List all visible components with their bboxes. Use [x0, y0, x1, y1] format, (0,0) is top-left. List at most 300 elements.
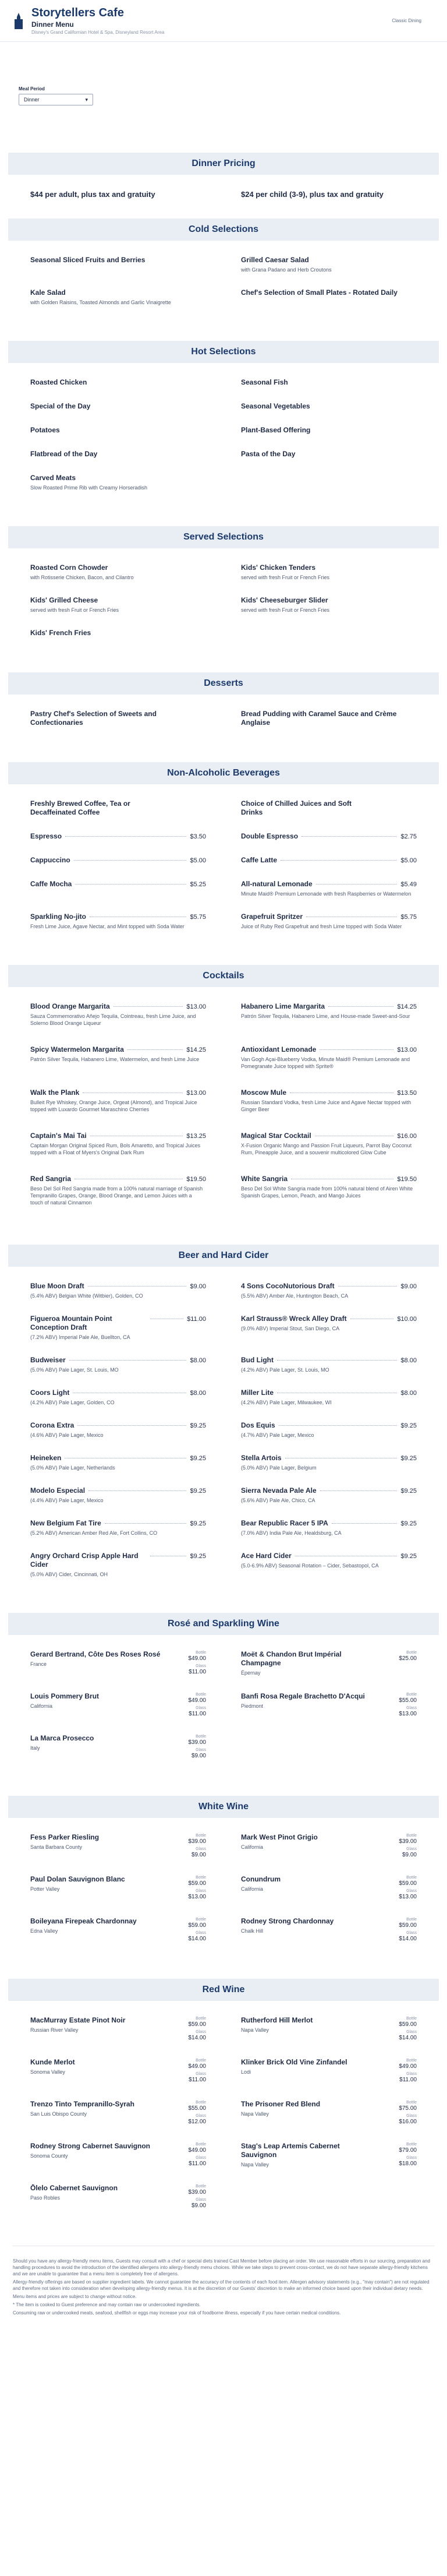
wine-name: Ōlelo Cabernet Sauvignon — [30, 2184, 118, 2192]
item-price: $11.00 — [187, 1316, 206, 1323]
menu-item — [241, 856, 417, 865]
wine-name: MacMurray Estate Pinot Noir — [30, 2016, 126, 2024]
item-description: (5.5% ABV) Amber Ale, Huntington Beach, CA — [241, 1293, 349, 1299]
glass-label: Glass — [196, 1889, 206, 1893]
menu-item — [30, 1002, 206, 1027]
item-price: $5.00 — [190, 857, 206, 864]
glass-label: Glass — [196, 2072, 206, 2076]
glass-price: $18.00 — [399, 2161, 417, 2167]
item-name: Roasted Chicken — [30, 378, 87, 386]
meal-period-dropdown[interactable] — [19, 94, 93, 105]
glass-price: $13.00 — [399, 1711, 417, 1717]
bottle-price: $79.00 — [399, 2147, 417, 2154]
section-title: Served Selections — [8, 526, 439, 548]
wine-info — [30, 1734, 94, 1761]
menu-item — [241, 880, 417, 897]
menu-item — [241, 1552, 417, 1578]
item-name: Antioxidant Lemonade — [241, 1045, 317, 1053]
wine-region: Russian River Valley — [30, 2027, 79, 2033]
item-description: (7.0% ABV) India Pale Ale, Healdsburg, CA — [241, 1530, 342, 1536]
meal-period-value: Dinner — [24, 97, 40, 103]
menu-item — [30, 1282, 206, 1299]
item-price-line — [241, 1315, 417, 1323]
wine-name: Banfi Rosa Regale Brachetto D'Acqui — [241, 1692, 365, 1700]
glass-label: Glass — [406, 1847, 417, 1851]
dot-leader — [281, 860, 397, 861]
item-price: $13.50 — [397, 1090, 417, 1097]
menu-item — [241, 563, 417, 581]
item-price: $8.00 — [400, 1390, 417, 1397]
wine-item — [241, 1692, 417, 1719]
wine-item — [241, 1917, 417, 1944]
glass-label: Glass — [406, 1889, 417, 1893]
dot-leader — [88, 1286, 187, 1287]
menu-item — [241, 256, 417, 273]
wine-name: Kunde Merlot — [30, 2058, 75, 2066]
white-wine-section — [8, 1796, 439, 1959]
item-price: $13.00 — [397, 1046, 417, 1053]
item-name: Special of the Day — [30, 402, 91, 410]
wine-name: Trenzo Tinto Tempranillo-Syrah — [30, 2100, 134, 2108]
wine-info — [241, 2142, 377, 2169]
wine-item — [30, 2058, 206, 2085]
wine-item — [30, 1875, 206, 1902]
menu-item — [30, 1454, 206, 1471]
item-description: Bulleit Rye Whiskey, Orange Juice, Orgeat (Almond), and Tropical Juice topped with Luxardo Gourmet Maraschino Cherries — [30, 1100, 197, 1112]
item-price: $8.00 — [190, 1390, 206, 1397]
glass-price: $14.00 — [188, 2035, 206, 2041]
menu-item — [241, 1132, 417, 1156]
menu-item — [241, 288, 417, 306]
glass-price: $11.00 — [399, 2077, 417, 2083]
wine-prices — [165, 2058, 206, 2085]
wine-prices — [165, 1875, 206, 1902]
menu-item — [30, 1088, 206, 1113]
item-name: Bread Pudding with Caramel Sauce and Crème Anglaise — [241, 710, 397, 727]
item-price: $9.25 — [190, 1488, 206, 1495]
item-price-line — [30, 1002, 206, 1011]
item-description: (4.2% ABV) Pale Lager, Milwaukee, WI — [241, 1400, 332, 1405]
item-name: Figueroa Mountain Point Conception Draft — [30, 1315, 112, 1331]
wine-item — [30, 1917, 206, 1944]
item-price-line — [241, 912, 417, 921]
item-name: Corona Extra — [30, 1421, 74, 1429]
menu-item — [30, 1519, 206, 1537]
wine-item — [30, 2100, 206, 2127]
glass-price: $9.00 — [191, 2203, 206, 2209]
bottle-label: Bottle — [406, 1834, 417, 1838]
wine-region: Italy — [30, 1745, 40, 1751]
item-price: $9.25 — [190, 1455, 206, 1462]
wine-region: San Luis Obispo County — [30, 2111, 87, 2117]
menu-item — [241, 402, 417, 411]
bottle-label: Bottle — [196, 1876, 206, 1880]
item-name: Choice of Chilled Juices and Soft Drinks — [241, 799, 352, 816]
menu-item — [241, 912, 417, 930]
dot-leader — [328, 1006, 393, 1007]
wine-region: Piedmont — [241, 1703, 264, 1709]
item-description: Juice of Ruby Red Grapefruit and fresh Lime topped with Soda Water — [241, 924, 402, 929]
item-description: with Golden Raisins, Toasted Almonds and Garlic Vinaigrette — [30, 299, 171, 305]
item-name: Freshly Brewed Coffee, Tea or Decaffeinated Coffee — [30, 799, 130, 816]
item-name: Grapefruit Spritzer — [241, 912, 303, 921]
item-price-line — [30, 1421, 206, 1430]
item-description: (5.0% ABV) Pale Lager, St. Louis, MO — [30, 1367, 119, 1373]
item-description: Beso Del Sol White Sangria made from 100% natural blend of Airen White Spanish Grapes, Lemon, Peach, and Mango Juices — [241, 1186, 413, 1199]
glass-price: $11.00 — [189, 2161, 206, 2167]
bottle-label: Bottle — [196, 2059, 206, 2063]
item-name: Habanero Lime Margarita — [241, 1002, 325, 1010]
wine-prices — [165, 2016, 206, 2043]
menu-item — [30, 1421, 206, 1439]
bottle-label: Bottle — [406, 1693, 417, 1697]
menu-item — [241, 1002, 417, 1027]
menu-item — [241, 450, 417, 459]
item-price-line — [30, 1045, 206, 1054]
glass-label: Glass — [406, 2114, 417, 2118]
wine-region: California — [241, 1886, 264, 1892]
allergy-disclaimer — [13, 2246, 434, 2332]
item-name: Modelo Especial — [30, 1486, 86, 1495]
item-name: Blood Orange Margarita — [30, 1002, 110, 1010]
menu-item — [30, 832, 206, 841]
glass-label: Glass — [406, 1931, 417, 1935]
dot-leader — [301, 836, 397, 837]
item-price-line — [30, 1389, 206, 1397]
item-name: All-natural Lemonade — [241, 880, 313, 888]
item-name: Plant-Based Offering — [241, 426, 311, 434]
item-price-line — [30, 1282, 206, 1291]
wine-info — [241, 1833, 318, 1860]
bottle-price: $49.00 — [188, 1697, 206, 1704]
wine-region: Potter Valley — [30, 1886, 60, 1892]
item-price-line — [241, 1486, 417, 1495]
wine-prices — [376, 2058, 417, 2085]
bottle-price: $55.00 — [188, 2105, 206, 2112]
item-description: X-Fusion Organic Mango and Passion Fruit Liqueurs, Parrot Bay Coconut Rum, Pineapple Juice, and a souvenir multicolored Glow Cube — [241, 1143, 412, 1155]
bottle-price: $59.00 — [188, 2021, 206, 2028]
bottle-label: Bottle — [196, 1693, 206, 1697]
menu-item — [241, 799, 417, 817]
item-description: (5.6% ABV) Pale Ale, Chico, CA — [241, 1497, 315, 1503]
bottle-price: $39.00 — [399, 1838, 417, 1845]
wine-name: Paul Dolan Sauvignon Blanc — [30, 1875, 125, 1883]
menu-item — [241, 378, 417, 387]
item-name: Seasonal Fish — [241, 378, 288, 386]
wine-name: Conundrum — [241, 1875, 281, 1883]
wine-region: Chalk Hill — [241, 1928, 264, 1934]
section-title: White Wine — [8, 1796, 439, 1818]
item-price: $14.25 — [397, 1003, 417, 1010]
menu-item — [30, 1552, 206, 1578]
item-description: Beso Del Sol Red Sangria made from a 100% natural marriage of Spanish Tempranillo Grapes, Orange, Blood Orange, and Lemon Juices with a touch of natural Cinnamon — [30, 1186, 203, 1206]
item-name: Carved Meats — [30, 474, 76, 482]
chevron-down-icon: ▾ — [85, 96, 88, 103]
wine-item — [30, 1650, 206, 1677]
section-title: Beer and Hard Cider — [8, 1245, 439, 1267]
item-name: Spicy Watermelon Margarita — [30, 1045, 124, 1053]
item-price: $16.00 — [397, 1133, 417, 1140]
disclaimer-paragraph: Menu items and prices are subject to change without notice. — [13, 2294, 137, 2299]
wine-item — [30, 1734, 206, 1761]
hot-selections-section — [8, 341, 439, 506]
menu-item — [30, 378, 206, 387]
item-name: Grilled Caesar Salad — [241, 256, 309, 264]
castle-logo-icon — [13, 12, 24, 30]
item-name: Kale Salad — [30, 288, 66, 297]
desserts-section — [8, 672, 439, 742]
item-price: $10.00 — [397, 1316, 417, 1323]
item-name: Walk the Plank — [30, 1088, 80, 1097]
wine-item — [241, 2100, 417, 2127]
wine-prices — [376, 2100, 417, 2127]
wine-name: Fess Parker Riesling — [30, 1833, 100, 1841]
item-price-line — [30, 1088, 206, 1097]
section-title: Cold Selections — [8, 219, 439, 241]
glass-label: Glass — [196, 2030, 206, 2034]
item-name: Espresso — [30, 832, 62, 840]
menu-item — [30, 1045, 206, 1070]
section-title: Non-Alcoholic Beverages — [8, 762, 439, 784]
wine-prices — [165, 1917, 206, 1944]
disclaimer-paragraph: Allergy-friendly offerings are based on supplier ingredient labels. We cannot guarantee the accuracy of the contents of each food item. Allergen advisory statements (e.g., "may contain") are not regulated and therefore not taken into consideration when developing allergy-friendly menus. It is at the discretion of our Guests' discretion to make an informed choice based upon their individual dietary needs. — [13, 2279, 430, 2291]
wine-info — [30, 2142, 150, 2169]
bottle-price: $59.00 — [399, 2021, 417, 2028]
item-price-line — [241, 1421, 417, 1430]
wine-name: Rutherford Hill Merlot — [241, 2016, 313, 2024]
item-price-line — [241, 880, 417, 889]
page-title: Storytellers Cafe — [31, 6, 124, 19]
item-price: $9.00 — [400, 1283, 417, 1290]
item-description: (5.4% ABV) Belgian White (Witbier), Golden, CO — [30, 1293, 143, 1299]
location-link[interactable]: Disney's Grand Californian Hotel & Spa, Disneyland Resort Area — [31, 30, 165, 35]
wine-info — [30, 1875, 125, 1902]
item-price-line — [241, 1552, 417, 1560]
item-price: $8.00 — [400, 1357, 417, 1364]
item-price-line — [30, 880, 206, 889]
menu-item — [30, 1389, 206, 1406]
item-name: Kids' Cheeseburger Slider — [241, 596, 328, 604]
section-title: Rosé and Sparkling Wine — [8, 1613, 439, 1635]
wine-region: California — [30, 1703, 53, 1709]
glass-label: Glass — [406, 2030, 417, 2034]
item-price-line — [241, 1045, 417, 1054]
menu-item — [241, 1486, 417, 1504]
wine-region: California — [241, 1844, 264, 1850]
bottle-price: $75.00 — [399, 2105, 417, 2112]
item-price: $13.25 — [186, 1133, 206, 1140]
item-price: $9.25 — [190, 1422, 206, 1429]
item-name: Sierra Nevada Pale Ale — [241, 1486, 317, 1495]
item-price-line — [241, 1088, 417, 1097]
wine-prices — [376, 1875, 417, 1902]
menu-item — [241, 1421, 417, 1439]
item-name: 4 Sons CocoNutorious Draft — [241, 1282, 335, 1290]
item-price-line — [241, 1454, 417, 1463]
bottle-price: $59.00 — [188, 1922, 206, 1929]
meal-period-selector — [0, 42, 447, 153]
bottle-price: $39.00 — [188, 1739, 206, 1746]
item-description: served with fresh Fruit or French Fries — [241, 607, 330, 613]
wine-name: The Prisoner Red Blend — [241, 2100, 321, 2108]
wine-prices — [165, 1650, 206, 1677]
bottle-price: $49.00 — [188, 2063, 206, 2070]
item-price-line — [241, 1282, 417, 1291]
item-price-line — [241, 1356, 417, 1365]
wine-region: Santa Barbara County — [30, 1844, 83, 1850]
wine-prices — [378, 1650, 417, 1677]
item-description: (5.0% ABV) Pale Lager, Netherlands — [30, 1465, 115, 1471]
bottle-label: Bottle — [406, 1651, 417, 1655]
item-description: (9.0% ABV) Imperial Stout, San Diego, CA — [241, 1326, 340, 1331]
menu-item — [30, 880, 206, 897]
glass-price: $13.00 — [188, 1894, 206, 1900]
item-name: Dos Equis — [241, 1421, 275, 1429]
glass-label: Glass — [196, 1748, 206, 1752]
item-price: $5.75 — [400, 914, 417, 921]
bottle-label: Bottle — [196, 2017, 206, 2021]
wine-info — [241, 2100, 320, 2127]
item-name: Kids' French Fries — [30, 629, 91, 637]
item-name: Bear Republic Racer 5 IPA — [241, 1519, 328, 1527]
item-name: Budweiser — [30, 1356, 66, 1364]
wine-region: Paso Robles — [30, 2195, 61, 2201]
menu-item — [30, 402, 206, 411]
item-price: $3.50 — [190, 833, 206, 840]
item-name: Moscow Mule — [241, 1088, 287, 1097]
menu-item — [30, 1175, 206, 1206]
item-name: Roasted Corn Chowder — [30, 563, 108, 572]
item-price: $5.49 — [400, 881, 417, 888]
item-price: $2.75 — [400, 833, 417, 840]
item-description: with Grana Padano and Herb Croutons — [241, 267, 332, 273]
menu-item — [30, 1486, 206, 1504]
venue-type-link[interactable]: Classic Dining — [392, 18, 421, 23]
menu-item — [30, 596, 206, 614]
wine-prices — [376, 2016, 417, 2043]
wine-region: Sonoma Valley — [30, 2069, 65, 2075]
menu-item — [241, 1356, 417, 1373]
item-price: $5.25 — [190, 881, 206, 888]
item-description: (5.0% ABV) Pale Lager, Belgium — [241, 1465, 317, 1471]
wine-item — [241, 2142, 417, 2169]
item-price: $13.00 — [186, 1090, 206, 1097]
item-price-line — [241, 1175, 417, 1183]
dot-leader — [88, 1490, 186, 1491]
glass-label: Glass — [196, 2156, 206, 2160]
wine-name: Mark West Pinot Grigio — [241, 1833, 318, 1841]
menu-item — [30, 1315, 206, 1341]
glass-price: $9.00 — [191, 1852, 206, 1858]
item-name: Pastry Chef's Selection of Sweets and Confectionaries — [30, 710, 157, 727]
wine-name: Klinker Brick Old Vine Zinfandel — [241, 2058, 347, 2066]
wine-item — [241, 1650, 417, 1677]
item-description: (5.2% ABV) American Amber Red Ale, Fort Collins, CO — [30, 1530, 158, 1536]
item-price-line — [30, 799, 206, 817]
bottle-price: $59.00 — [399, 1922, 417, 1929]
bottle-label: Bottle — [196, 2184, 206, 2189]
item-price-line — [241, 1132, 417, 1140]
item-price-line — [30, 1552, 206, 1569]
wine-info — [30, 2100, 134, 2127]
menu-item — [30, 450, 206, 459]
menu-item — [30, 256, 206, 273]
bottle-label: Bottle — [196, 2142, 206, 2147]
bottle-price: $25.00 — [399, 1655, 417, 1662]
item-name: Angry Orchard Crisp Apple Hard Cider — [30, 1552, 139, 1569]
item-description: (4.4% ABV) Pale Lager, Mexico — [30, 1497, 104, 1503]
dot-leader — [277, 1360, 397, 1361]
item-name: Caffe Mocha — [30, 880, 72, 888]
item-name: Kids' Chicken Tenders — [241, 563, 315, 572]
item-name: Potatoes — [30, 426, 60, 434]
glass-label: Glass — [196, 2114, 206, 2118]
wine-item — [30, 2016, 206, 2043]
item-price: $8.00 — [190, 1357, 206, 1364]
dot-leader — [279, 1425, 398, 1426]
dot-leader — [74, 860, 187, 861]
cold-selections-section — [8, 219, 439, 321]
bottle-label: Bottle — [406, 2059, 417, 2063]
item-price: $19.50 — [186, 1176, 206, 1183]
red-wine-section — [8, 1979, 439, 2226]
item-price-line — [241, 832, 417, 841]
wine-info — [30, 2058, 75, 2085]
item-price: $9.25 — [400, 1520, 417, 1527]
menu-item — [30, 856, 206, 865]
wine-name: Louis Pommery Brut — [30, 1692, 100, 1700]
bottle-price: $49.00 — [188, 2147, 206, 2154]
wine-item — [241, 1875, 417, 1902]
wine-prices — [377, 2142, 417, 2169]
item-name: Bud Light — [241, 1356, 274, 1364]
item-name: Sparkling No-jito — [30, 912, 86, 921]
wine-prices — [376, 1692, 417, 1719]
menu-item — [241, 1282, 417, 1299]
dot-leader — [69, 1360, 187, 1361]
wine-name: Moët & Chandon Brut Impérial Champagne — [241, 1650, 342, 1667]
menu-item — [30, 474, 206, 491]
item-name: Heineken — [30, 1454, 62, 1462]
meal-period-label: Meal Period — [19, 86, 45, 91]
wine-prices — [165, 2100, 206, 2127]
wine-name: Rodney Strong Cabernet Sauvignon — [30, 2142, 151, 2150]
wine-info — [241, 2058, 347, 2085]
wine-item — [241, 2016, 417, 2043]
menu-item — [30, 1132, 206, 1156]
glass-price: $9.00 — [191, 1753, 206, 1759]
menu-item — [30, 629, 206, 637]
dot-leader — [113, 1006, 183, 1007]
item-name: New Belgium Fat Tire — [30, 1519, 101, 1527]
bottle-price: $39.00 — [188, 1838, 206, 1845]
beer-section — [8, 1245, 439, 1593]
item-name: Magical Star Cocktail — [241, 1132, 311, 1140]
adult-price: $44 per adult, plus tax and gratuity — [30, 190, 155, 199]
item-price: $9.25 — [190, 1553, 206, 1560]
wine-region: Edna Valley — [30, 1928, 58, 1934]
cocktails-section — [8, 965, 439, 1225]
wine-region: Napa Valley — [241, 2162, 269, 2168]
menu-item — [30, 563, 206, 581]
item-price: $13.00 — [186, 1003, 206, 1010]
wine-info — [30, 2016, 125, 2043]
item-name: Double Espresso — [241, 832, 299, 840]
wine-info — [30, 1917, 137, 1944]
wine-info — [30, 1692, 99, 1719]
rose-section — [8, 1613, 439, 1776]
wine-item — [30, 2142, 206, 2169]
